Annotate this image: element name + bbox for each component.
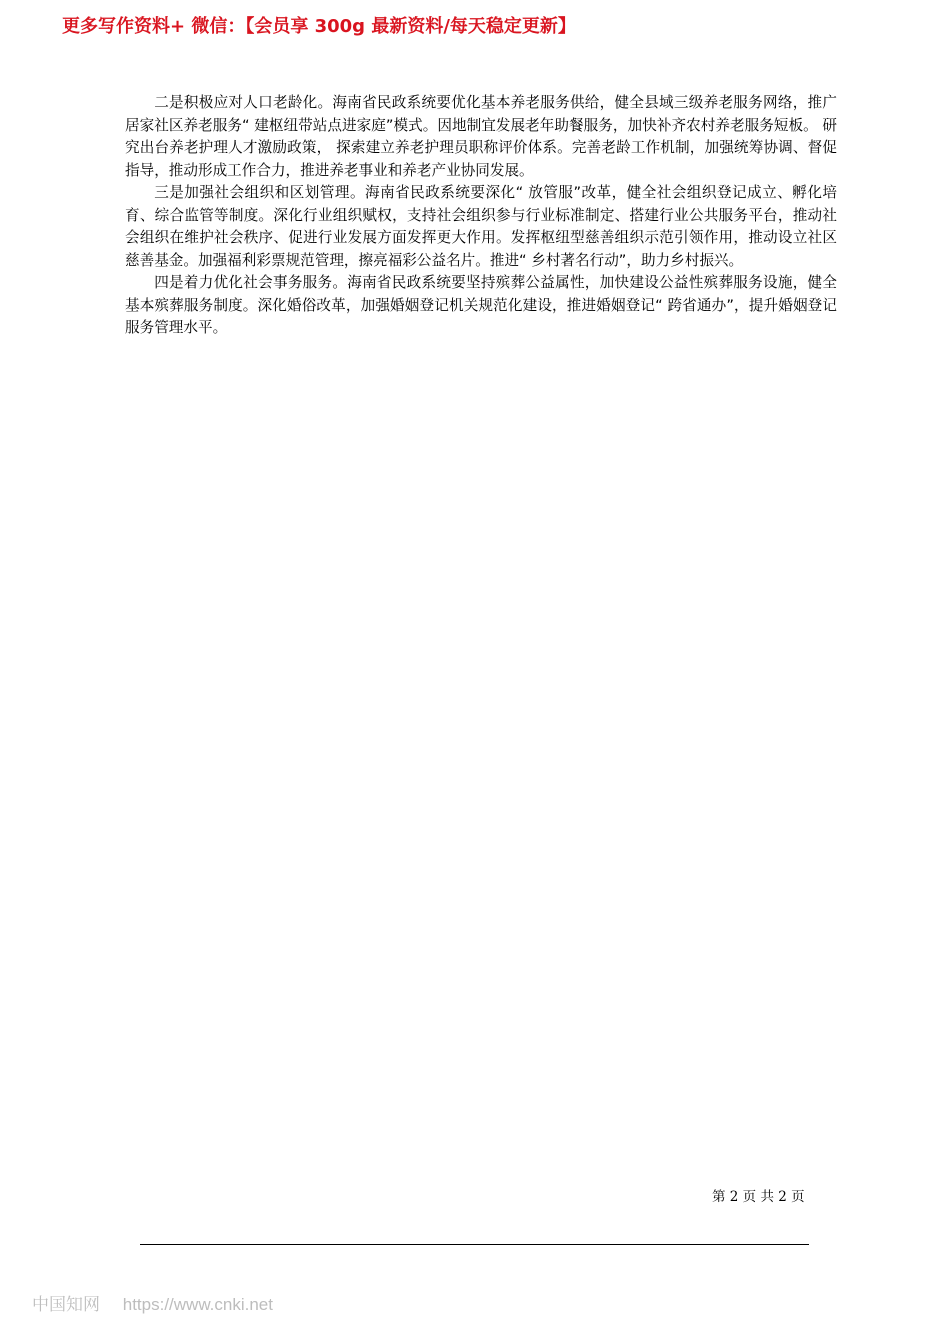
footer-divider bbox=[140, 1244, 809, 1245]
page-number: 第 2 页 共 2 页 bbox=[712, 1189, 805, 1205]
document-body bbox=[125, 92, 837, 340]
watermark-name: 中国知网 bbox=[32, 1295, 100, 1315]
paragraph-elderly-care: 二是积极应对人口老龄化。海南省民政系统要优化基本养老服务供给，健全县域三级养老服务网络，推广居家社区养老服务“ 建枢纽带站点进家庭”模式。因地制宜发展老年助餐服务，加快补齐农村养老服务短板。 研究出台养老护理人才激励政策， 探索建立养老护理员职称评价体系。完善老龄工作机制，加强统筹协调、督促指导，推动形成工作合力，推进养老事业和养老产业协同发展。 bbox=[125, 94, 837, 179]
watermark bbox=[32, 1292, 273, 1318]
watermark-url: https://www.cnki.net bbox=[122, 1295, 273, 1314]
header-banner: 更多写作资料+ 微信：【会员享 300g 最新资料/每天稳定更新】 bbox=[62, 16, 576, 37]
paragraph-social-affairs: 四是着力优化社会事务服务。海南省民政系统要坚持殡葬公益属性，加快建设公益性殡葬服务设施，健全基本殡葬服务制度。深化婚俗改革，加强婚姻登记机关规范化建设，推进婚姻登记“ 跨省通办”，提升婚姻登记服务管理水平。 bbox=[125, 274, 837, 336]
paragraph-social-organizations: 三是加强社会组织和区划管理。海南省民政系统要深化“ 放管服”改革，健全社会组织登记成立、孵化培育、综合监管等制度。深化行业组织赋权，支持社会组织参与行业标准制定、搭建行业公共服务平台，推动社会组织在维护社会秩序、促进行业发展方面发挥更大作用。发挥枢纽型慈善组织示范引领作用，推动设立社区慈善基金。加强福利彩票规范管理，擦亮福彩公益名片。推进“ 乡村著名行动”，助力乡村振兴。 bbox=[125, 184, 837, 269]
